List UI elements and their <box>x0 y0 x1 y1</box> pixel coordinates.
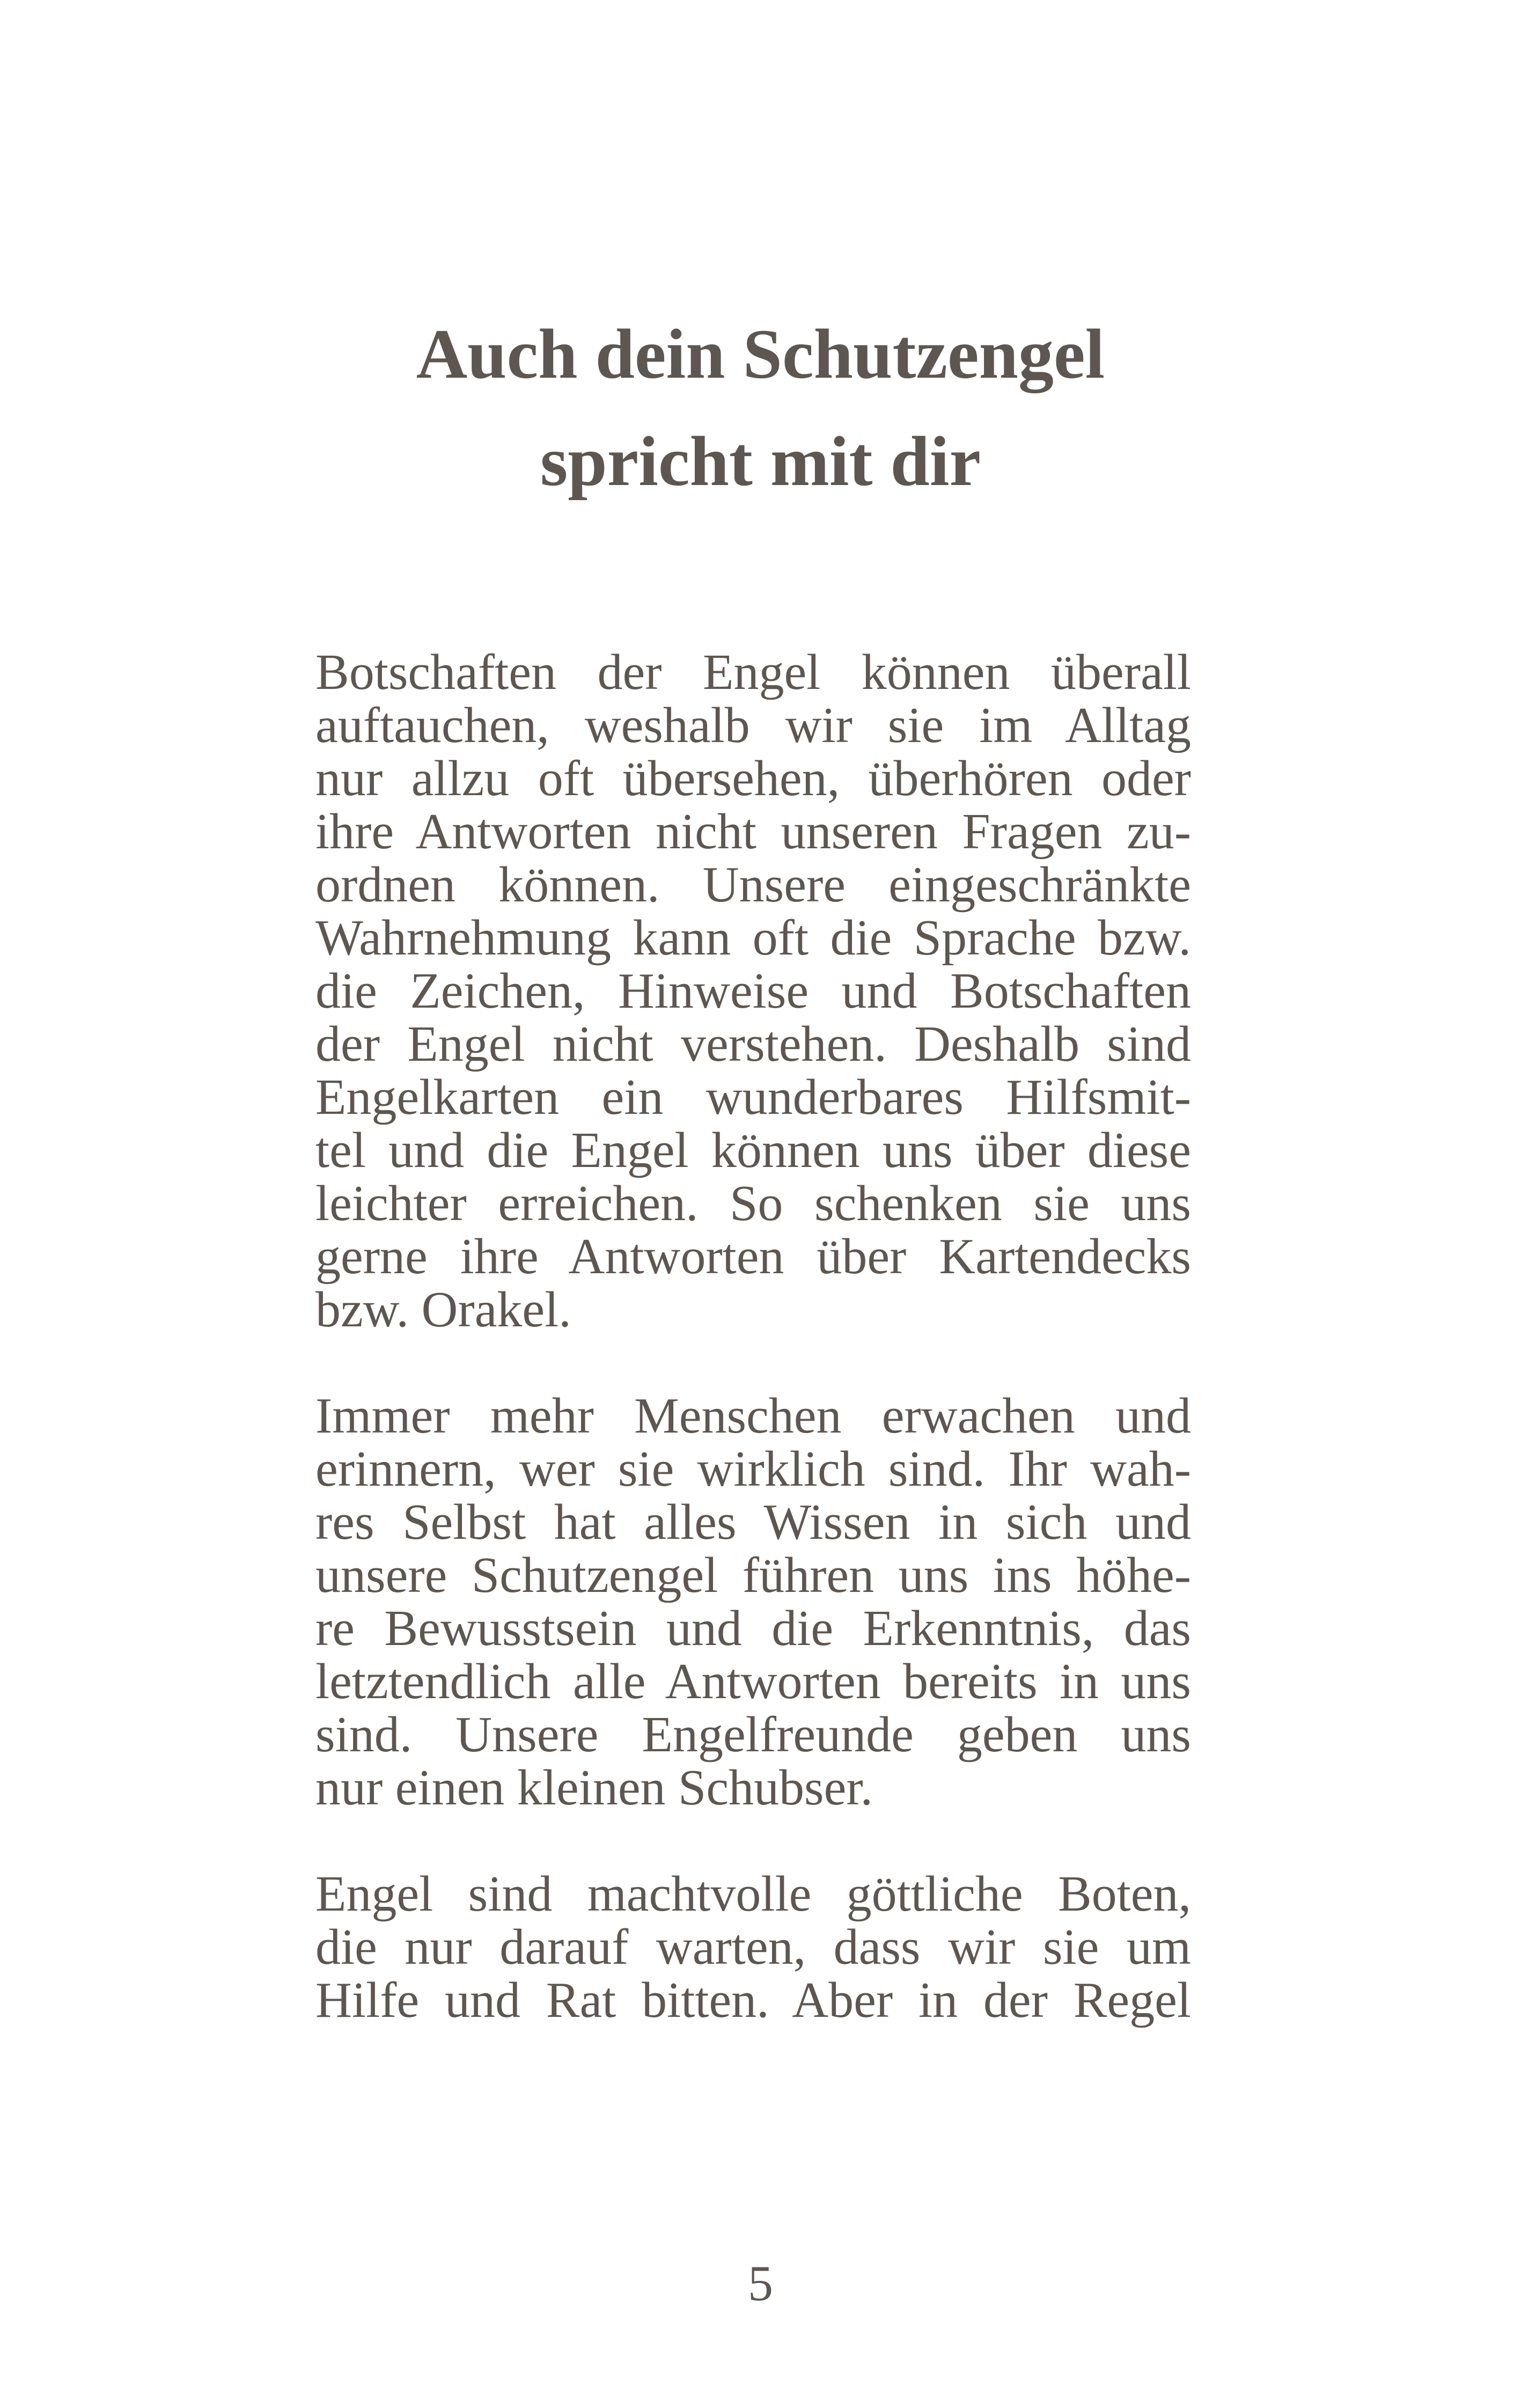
text-line: Hilfe und Rat bitten. Aber in der Regel <box>315 1972 1191 2028</box>
text-line: gerne ihre Antworten über Kartendecks <box>315 1229 1191 1284</box>
paragraph-2 <box>315 1390 1191 1815</box>
paragraph-3 <box>315 1868 1191 2027</box>
text-line: der Engel nicht verstehen. Deshalb sind <box>315 1016 1191 1072</box>
text-line: nur einen kleinen Schubser. <box>315 1760 873 1816</box>
text-line: letztendlich alle Antworten bereits in uns <box>315 1654 1191 1709</box>
paragraph-1 <box>315 646 1191 1337</box>
text-line: re Bewusstsein und die Erkenntnis, das <box>315 1601 1191 1656</box>
title-line-2: spricht mit dir <box>540 422 981 501</box>
text-line: Botschaften der Engel können überall <box>315 644 1191 700</box>
text-line: Engelkarten ein wunderbares Hilfsmit- <box>315 1069 1191 1125</box>
page-title <box>0 300 1521 515</box>
text-line: Engel sind machtvolle göttliche Boten, <box>315 1866 1191 1922</box>
text-line: bzw. Orakel. <box>315 1282 571 1338</box>
text-line: Wahrnehmung kann oft die Sprache bzw. <box>315 910 1191 966</box>
text-line: ihre Antworten nicht unseren Fragen zu- <box>315 804 1191 860</box>
body-text <box>315 646 1191 2080</box>
text-line: erinnern, wer sie wirklich sind. Ihr wah- <box>315 1441 1191 1497</box>
text-line: sind. Unsere Engelfreunde geben uns <box>315 1707 1191 1763</box>
text-line: auftauchen, weshalb wir sie im Alltag <box>315 698 1191 753</box>
text-line: leichter erreichen. So schenken sie uns <box>315 1176 1191 1231</box>
title-line-1: Auch dein Schutzengel <box>416 314 1105 393</box>
page-number: 5 <box>748 2256 773 2311</box>
text-line: ordnen können. Unsere eingeschränkte <box>315 857 1191 913</box>
text-line: res Selbst hat alles Wissen in sich und <box>315 1494 1191 1550</box>
text-line: Immer mehr Menschen erwachen und <box>315 1388 1191 1444</box>
text-line: unsere Schutzengel führen uns ins höhe- <box>315 1547 1191 1603</box>
text-line: die nur darauf warten, dass wir sie um <box>315 1919 1191 1975</box>
text-line: nur allzu oft übersehen, überhören oder <box>315 751 1191 806</box>
text-line: die Zeichen, Hinweise und Botschaften <box>315 963 1191 1019</box>
text-line: tel und die Engel können uns über diese <box>315 1122 1191 1178</box>
